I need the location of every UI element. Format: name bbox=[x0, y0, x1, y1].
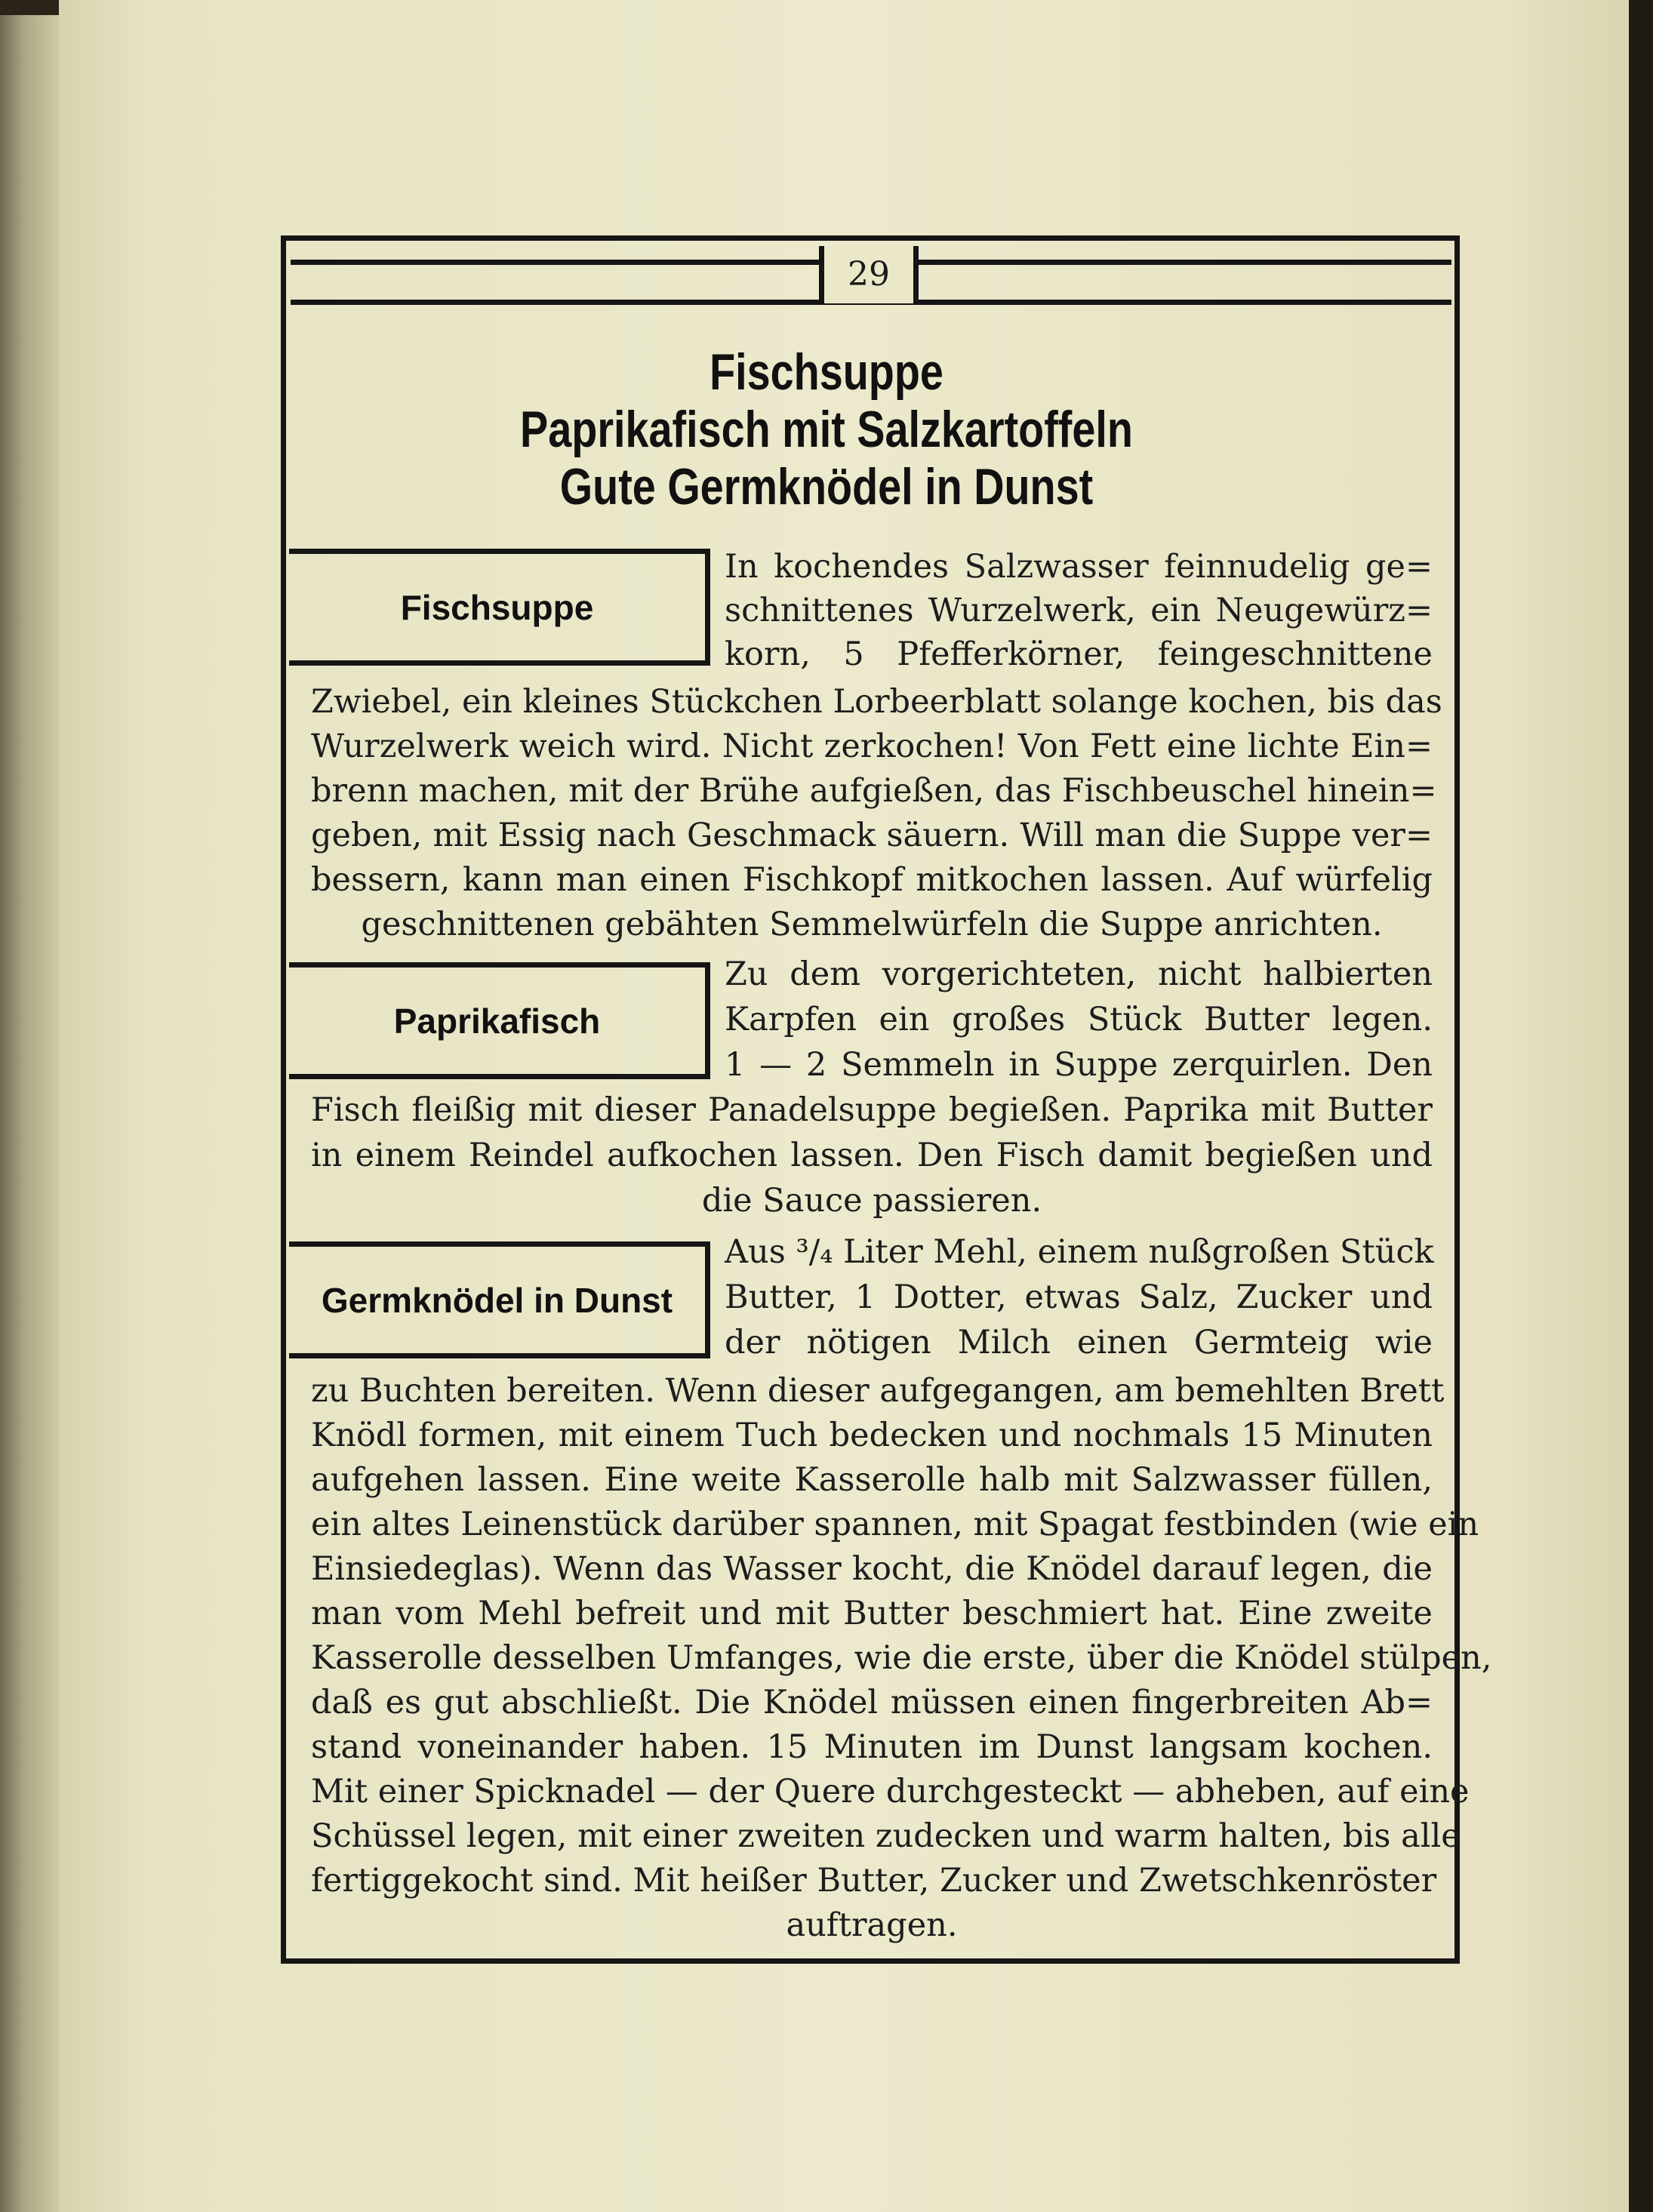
text-line: ein altes Leinenstück darüber spannen, mit Spagat festbinden (wie ein bbox=[311, 1506, 1479, 1543]
text-line: Einsiedeglas). Wenn das Wasser kocht, die Knödel darauf legen, die bbox=[311, 1550, 1433, 1588]
text-line: Karpfen ein großes Stück Butter legen. bbox=[725, 1001, 1433, 1038]
text-line: Zu dem vorgerichteten, nicht halbierten bbox=[725, 955, 1433, 993]
text-line: die Sauce passieren. bbox=[701, 1182, 1042, 1220]
book-cover-edge bbox=[1629, 0, 1653, 2212]
section-label-box bbox=[289, 549, 710, 666]
text-line: korn, 5 Pfefferkörner, feingeschnittene bbox=[725, 635, 1433, 673]
text-line: Schüssel legen, mit einer zweiten zudecken und warm halten, bis alle bbox=[311, 1817, 1461, 1855]
text-line: man vom Mehl befreit und mit Butter beschmiert hat. Eine zweite bbox=[311, 1595, 1433, 1632]
text-line: stand voneinander haben. 15 Minuten im Dunst langsam kochen. bbox=[311, 1728, 1433, 1766]
title-germknoedel: Gute Germknödel in Dunst bbox=[559, 458, 1094, 515]
text-line: der nötigen Milch einen Germteig wie bbox=[725, 1324, 1433, 1361]
title-paprikafisch: Paprikafisch mit Salzkartoffeln bbox=[520, 401, 1133, 458]
section-label: Germknödel in Dunst bbox=[321, 1280, 673, 1320]
text-line: bessern, kann man einen Fischkopf mitkochen lassen. Auf würfelig bbox=[311, 861, 1433, 899]
text-line: Fisch fleißig mit dieser Panadelsuppe begießen. Paprika mit Butter bbox=[311, 1091, 1433, 1129]
text-line: fertiggekocht sind. Mit heißer Butter, Zucker und Zwetschkenröster bbox=[311, 1862, 1437, 1900]
text-line: zu Buchten bereiten. Wenn dieser aufgegangen, am bemehlten Brett bbox=[311, 1372, 1445, 1410]
text-line: In kochendes Salzwasser feinnudelig ge= bbox=[725, 548, 1433, 586]
section-label-box bbox=[289, 962, 710, 1079]
text-line: Mit einer Spicknadel — der Quere durchgesteckt — abheben, auf eine bbox=[311, 1773, 1470, 1811]
page-titles bbox=[0, 343, 1653, 515]
section-label-box bbox=[289, 1241, 710, 1358]
text-line: brenn machen, mit der Brühe aufgießen, das Fischbeuschel hinein= bbox=[311, 772, 1437, 810]
text-line: 1 — 2 Semmeln in Suppe zerquirlen. Den bbox=[725, 1046, 1433, 1084]
text-line: Aus ³/₄ Liter Mehl, einem nußgroßen Stück bbox=[725, 1233, 1434, 1271]
section-label: Fischsuppe bbox=[400, 587, 594, 627]
text-line: Wurzelwerk weich wird. Nicht zerkochen! Von Fett eine lichte Ein= bbox=[311, 728, 1433, 765]
text-line: aufgehen lassen. Eine weite Kasserolle halb mit Salzwasser füllen, bbox=[311, 1461, 1433, 1499]
text-line: Knödl formen, mit einem Tuch bedecken und nochmals 15 Minuten bbox=[311, 1417, 1433, 1454]
text-line: geschnittenen gebähten Semmelwürfeln die Suppe anrichten. bbox=[361, 906, 1383, 943]
text-line: schnittenes Wurzelwerk, ein Neugewürz= bbox=[725, 592, 1433, 629]
text-line: auftragen. bbox=[786, 1906, 958, 1944]
page-number: 29 bbox=[819, 246, 919, 303]
text-line: in einem Reindel aufkochen lassen. Den Fisch damit begießen und bbox=[311, 1137, 1433, 1174]
text-line: Zwiebel, ein kleines Stückchen Lorbeerblatt solange kochen, bis das bbox=[311, 683, 1442, 721]
title-fischsuppe: Fischsuppe bbox=[710, 343, 943, 401]
text-line: daß es gut abschließt. Die Knödel müssen einen fingerbreiten Ab= bbox=[311, 1684, 1433, 1721]
text-line: Butter, 1 Dotter, etwas Salz, Zucker und bbox=[725, 1278, 1433, 1316]
text-line: Kasserolle desselben Umfanges, wie die erste, über die Knödel stülpen, bbox=[311, 1639, 1492, 1677]
text-line: geben, mit Essig nach Geschmack säuern. Will man die Suppe ver= bbox=[311, 817, 1433, 854]
section-label: Paprikafisch bbox=[393, 1001, 601, 1041]
